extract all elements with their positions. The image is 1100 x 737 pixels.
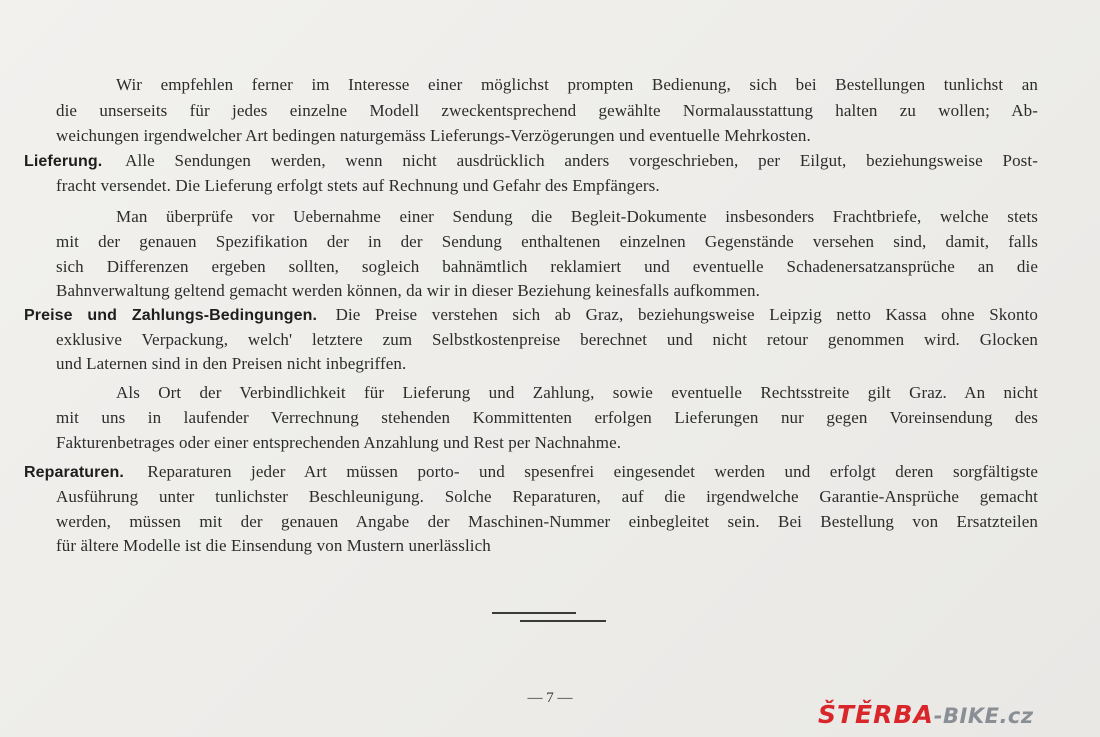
reparaturen-line-4: für ältere Modelle ist die Einsendung von Mustern unerlässlich <box>56 536 491 555</box>
closing-rule-top <box>492 612 576 614</box>
watermark-logo <box>818 700 1034 729</box>
lieferung-line-1 <box>24 149 1038 174</box>
reparaturen-heading: Reparaturen. <box>24 464 124 481</box>
paragraph-3-line-4: Bahnverwaltung geltend gemacht werden können, da wir in dieser Beziehung keinesfalls aufkommen. <box>56 281 760 300</box>
lieferung-heading: Lieferung. <box>24 153 103 170</box>
paragraph-1-line-3: weichungen irgendwelcher Art bedingen naturgemäss Lieferungs-Verzögerungen und eventuelle Mehrkosten. <box>56 126 811 145</box>
preise-text: Die Preise verstehen sich ab Graz, beziehungsweise Leipzig netto Kassa ohne Skonto <box>335 305 1038 324</box>
paragraph-5-line-2: mit uns in laufender Verrechnung stehenden Kommittenten erfolgen Lieferungen nur gegen Voreinsendung des <box>56 408 1038 427</box>
watermark-suffix: -BIKE.cz <box>933 704 1034 728</box>
preise-line-2: exklusive Verpackung, welch' letztere zum Selbstkostenpreise berechnet und nicht retour genommen wird. Glocken <box>56 330 1038 349</box>
reparaturen-line-2: Ausführung unter tunlichster Beschleunigung. Solche Reparaturen, auf die irgendwelche Garantie-Ansprüche gemacht <box>56 487 1038 506</box>
paragraph-3-line-2: mit der genauen Spezifikation der in der Sendung enthaltenen einzelnen Gegenstände versehen sind, damit, falls <box>56 232 1038 251</box>
watermark-brand: ŠTĚRBA <box>818 700 934 729</box>
preise-line-3: und Laternen sind in den Preisen nicht inbegriffen. <box>56 354 407 373</box>
closing-rule-bottom <box>520 620 606 622</box>
preise-heading: Preise und Zahlungs-Bedingungen. <box>24 307 318 324</box>
paragraph-3-line-3: sich Differenzen ergeben sollten, sogleich bahnämtlich reklamiert und eventuelle Schadenersatzansprüche an die <box>56 257 1038 276</box>
reparaturen-line-1 <box>24 460 1038 485</box>
reparaturen-text: Reparaturen jeder Art müssen porto- und spesenfrei eingesendet werden und erfolgt deren sorgfältigste <box>147 462 1039 481</box>
page-number: — 7 — <box>527 690 573 706</box>
lieferung-line-2: fracht versendet. Die Lieferung erfolgt stets auf Rechnung und Gefahr des Empfängers. <box>56 176 660 195</box>
reparaturen-line-3: werden, müssen mit der genauen Angabe der Maschinen-Nummer einbegleitet sein. Bei Bestellung von Ersatzteilen <box>56 512 1038 531</box>
paragraph-1-line-2: die unserseits für jedes einzelne Modell zweckentsprechend gewählte Normalausstattung halten zu wollen; Ab- <box>56 101 1038 120</box>
paragraph-5-line-3: Fakturenbetrages oder einer entsprechenden Anzahlung und Rest per Nachnahme. <box>56 433 622 452</box>
paragraph-1-line-1: Wir empfehlen ferner im Interesse einer möglichst prompten Bedienung, sich bei Bestellungen tunlichst an <box>116 75 1038 94</box>
paragraph-5-line-1: Als Ort der Verbindlichkeit für Lieferung und Zahlung, sowie eventuelle Rechtsstreite gilt Graz. An nicht <box>116 383 1038 402</box>
preise-line-1 <box>24 303 1038 328</box>
paragraph-3-line-1: Man überprüfe vor Uebernahme einer Sendung die Begleit-Dokumente insbesonders Frachtbriefe, welche stets <box>116 207 1038 226</box>
lieferung-text: Alle Sendungen werden, wenn nicht ausdrücklich anders vorgeschrieben, per Eilgut, beziehungsweise Post- <box>125 151 1038 170</box>
